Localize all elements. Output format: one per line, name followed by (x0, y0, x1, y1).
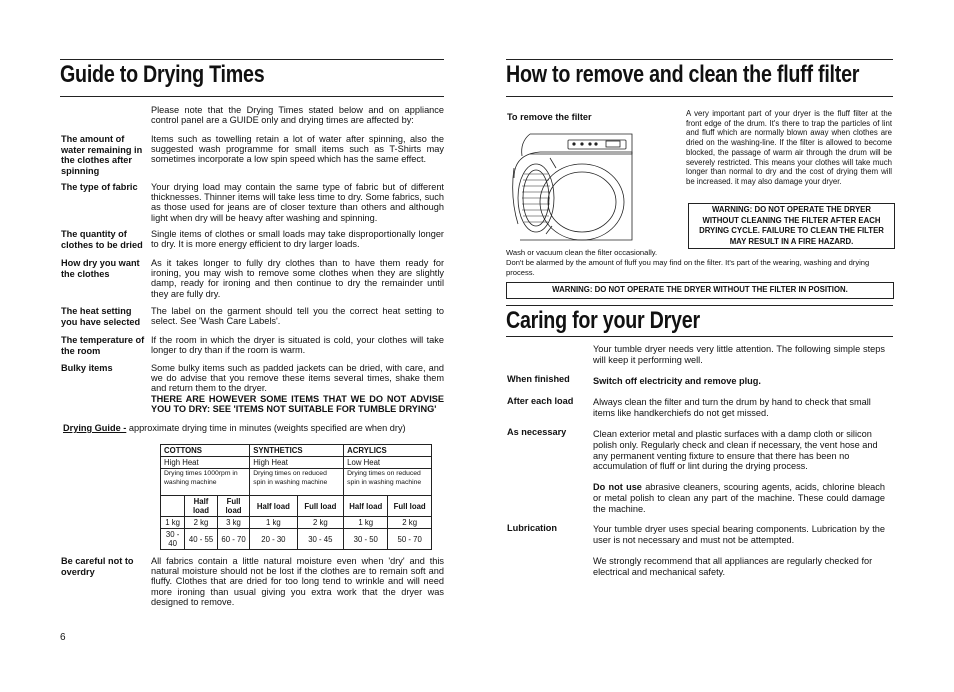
filter-position-warning: WARNING: DO NOT OPERATE THE DRYER WITHOUT THE FILTER IN POSITION. (506, 282, 894, 299)
weight-cell: 2 kg (388, 517, 432, 529)
time-cell: 20 - 30 (250, 529, 297, 550)
dryer-filter-illustration (510, 128, 638, 246)
filter-warning-box: WARNING: DO NOT OPERATE THE DRYER WITHOUT CLEANING THE FILTER AFTER EACH DRYING CYCLE. FAILURE TO CLEAN THE FILTER MAY RESULT IN A FIRE HAZARD. (688, 203, 895, 249)
note-acrylics: Drying times on reduced spin in washing machine (344, 469, 432, 496)
fluff-alarm-text: Don't be alarmed by the amount of fluff you may find on the filter. It's part of the wearing, washing and drying process. (506, 258, 870, 277)
factor-text-dryness: As it takes longer to fully dry clothes than to have them ready for ironing, you may wish to remove some clothes when they are slightly damp, ready for ironing and then continue to dry the remainder until they are fully dry. (151, 258, 444, 299)
time-cell: 50 - 70 (388, 529, 432, 550)
weight-cell: 3 kg (217, 517, 249, 529)
factor-text-fabric: Your drying load may contain the same type of fabric but of different thicknesses. Thinner items will take less time to dry. Some fabrics, such as those used for jeans are of closer texture than others and although light when dry will be heavy after washing and spinning. (151, 182, 444, 223)
filter-section-title: How to remove and clean the fluff filter (506, 61, 860, 88)
page-title: Guide to Drying Times (60, 61, 265, 88)
factor-label-water: The amount of water remaining in the clothes after spinning (61, 134, 143, 176)
load-acrylics-half: Half load (344, 496, 388, 517)
factor-label-dryness: How dry you want the clothes (61, 258, 140, 279)
right-title-rule (506, 96, 893, 97)
factor-label-heat: The heat setting you have selected (61, 306, 141, 327)
table-weight-row (161, 517, 432, 529)
after-each-load-label: After each load (507, 396, 574, 406)
weight-cell: 2 kg (185, 517, 218, 529)
factor-text-quantity: Single items of clothes or small loads may take disproportionally longer to dry. It is more energy efficient to dry larger loads. (151, 229, 444, 250)
do-not-use-bold: Do not use (593, 482, 642, 492)
table-time-row (161, 529, 432, 550)
after-each-load-text: Always clean the filter and turn the drum by hand to check that small items like handkerchiefs do not get missed. (593, 397, 871, 418)
factor-label-temperature: The temperature of the room (61, 335, 145, 356)
caring-title-rule (506, 336, 893, 337)
page-number: 6 (60, 632, 66, 643)
time-cell: 30 - 50 (344, 529, 388, 550)
wash-filter-text: Wash or vacuum clean the filter occasionally. (506, 248, 658, 257)
load-acrylics-full: Full load (388, 496, 432, 517)
factor-label-quantity: The quantity of clothes to be dried (61, 229, 143, 250)
heat-cottons: High Heat (161, 457, 250, 469)
remove-filter-label: To remove the filter (507, 112, 592, 122)
drying-times-table (160, 444, 432, 550)
drying-guide-text: approximate drying time in minutes (weights specified are when dry) (126, 423, 406, 433)
load-cottons-half: Half load (185, 496, 218, 517)
factor-text-heat: The label on the garment should tell you the correct heat setting to select. See 'Wash Care Labels'. (151, 306, 444, 327)
time-cell: 30 - 45 (297, 529, 344, 550)
time-cell: 40 - 55 (185, 529, 218, 550)
left-top-rule (60, 59, 444, 60)
when-finished-text: Switch off electricity and remove plug. (593, 376, 761, 386)
table-load-row (161, 496, 432, 517)
overdry-label: Be careful not to overdry (61, 556, 134, 577)
factor-text-water: Items such as towelling retain a lot of water after spinning, also the suggested wash programme for small items such as T-Shirts may sometimes incorporate a low spin speed which has the same effect. (151, 134, 444, 165)
when-finished-label: When finished (507, 374, 570, 384)
weight-cell: 1 kg (344, 517, 388, 529)
load-cottons-full: Full load (217, 496, 249, 517)
load-synthetics-half: Half load (250, 496, 297, 517)
caring-intro: Your tumble dryer needs very little attention. The following simple steps will keep it performing well. (593, 344, 885, 365)
header-acrylics: ACRYLICS (344, 445, 432, 457)
as-necessary-label: As necessary (507, 427, 567, 437)
header-synthetics: SYNTHETICS (250, 445, 344, 457)
lubrication-text: Your tumble dryer uses special bearing components. Lubrication by the user is not necessary and must not be attempted. (593, 524, 885, 545)
factor-label-bulky: Bulky items (61, 363, 113, 373)
bulky-warning: THERE ARE HOWEVER SOME ITEMS THAT WE DO NOT ADVISE YOU TO DRY: SEE 'ITEMS NOT SUITABLE FOR TUMBLE DRYING' (151, 393, 444, 414)
factor-text-temperature: If the room in which the dryer is situated is cold, your clothes will take longer to dry than if the room is warm. (151, 335, 444, 356)
factor-label-fabric: The type of fabric (61, 182, 138, 192)
heat-acrylics: Low Heat (344, 457, 432, 469)
table-note-row (161, 469, 432, 496)
note-synthetics: Drying times on reduced spin in washing machine (250, 469, 344, 496)
load-synthetics-full: Full load (297, 496, 344, 517)
heat-synthetics: High Heat (250, 457, 344, 469)
lubrication-label: Lubrication (507, 523, 558, 533)
time-cell: 60 - 70 (217, 529, 249, 550)
filter-description: A very important part of your dryer is the fluff filter at the front edge of the drum. It's there to trap the particles of lint and fluff which are normally blown away when clothes are dried on the washing-line. If the filter is allowed to become blocked, the passage of warm air through the drum will be severely restricted. This means your clothes will take much longer than normal to dry and the cost of drying them will be increased. it may also damage your dryer. (686, 109, 892, 186)
as-necessary-text: Clean exterior metal and plastic surfaces with a damp cloth or silicon polish only. Regularly check and clean if necessary, the vent hose and any permanent venting fixture to ensure that there has been no accumulation of fluff or lint during the drying process. (593, 429, 878, 472)
intro-text: Please note that the Drying Times stated below and on appliance control panel are a GUIDE only and drying times are affected by: (151, 105, 444, 126)
left-title-rule (60, 96, 444, 97)
table-heat-row (161, 457, 432, 469)
caring-section-title: Caring for your Dryer (506, 307, 700, 334)
table-header-row (161, 445, 432, 457)
weight-cell: 1 kg (161, 517, 185, 529)
drying-guide-label: Drying Guide - (63, 423, 127, 433)
right-top-rule (506, 59, 893, 60)
do-not-use-rest: abrasive cleaners, scouring agents, acids, chlorine bleach or metal polish to clean any part of the machine. These could damage the machine. (593, 482, 885, 514)
safety-check-text: We strongly recommend that all appliances are regularly checked for electrical and mechanical safety. (593, 556, 873, 577)
factor-text-bulky: Some bulky items such as padded jackets can be dried, with care, and we do advise that you remove these items several times, shake them and return them to the dryer. (151, 363, 444, 394)
factor-bulky-block (151, 363, 444, 414)
drying-guide-caption (63, 423, 406, 433)
header-cottons: COTTONS (161, 445, 250, 457)
note-cottons: Drying times 1000rpm in washing machine (161, 469, 250, 496)
caring-top-rule (506, 305, 893, 306)
load-blank (161, 496, 185, 517)
do-not-use-text (593, 482, 885, 514)
overdry-text: All fabrics contain a little natural moisture even when 'dry' and this natural moisture should not be lost if the clothes are to remain soft and fluffy. Clothes that are dried for too long tend to wrinkle and will need more ironing than usual giving you extra work that the dryer was designed to remove. (151, 556, 444, 607)
weight-cell: 1 kg (250, 517, 297, 529)
weight-cell: 2 kg (297, 517, 344, 529)
time-cell: 30 - 40 (161, 529, 185, 550)
